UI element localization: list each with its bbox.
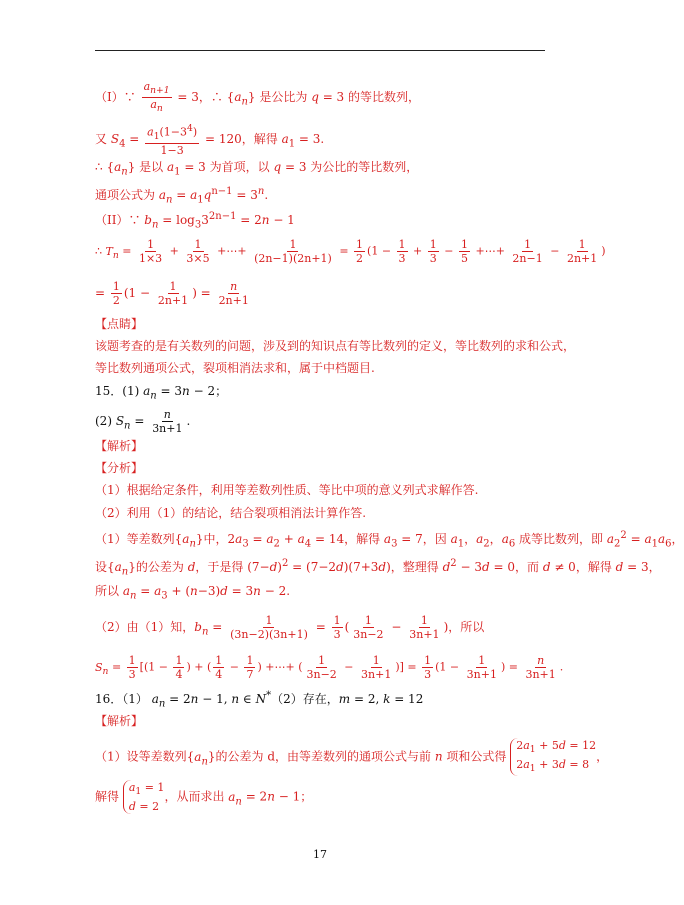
- q15-answer-1: 15．(1) $a_n = 3n - 2$；: [95, 384, 228, 402]
- line-5: （II）∵ $b_n = \log_33^{2n-1} = 2n - 1$: [95, 211, 295, 231]
- solution-line-5: $S_n$ = $\frac{1}{3}$ [(1 − $\frac{1}{4}$ ) + ( $\frac{1}{4}$ − $\frac{1}{7}$ ) +⋯+ ( $\frac{1}{3n-2}$ − $\frac{1}{3n+1}$ )] = $\frac{1}{3}$ (1 − $\frac{1}{3n+1}$ ) = $\frac{n}{3n+1}$ .: [95, 654, 564, 681]
- solution-line-1: （1）等差数列$\{a_n\}$中，$2a_3 = a_2 + a_4 = 14$，解得 $a_3 = 7$，因 $a_1$，$a_2$，$a_6$ 成等比数列，即 $a_2^2 = a_1a_6$，: [95, 530, 684, 550]
- header-rule: [95, 50, 545, 51]
- line-6: ∴ $T_n$ = $\frac{1}{1\times 3}$ + $\frac{1}{3\times 5}$ +⋯+ $\frac{1}{(2n-1)(2n+1)}$ = $\frac{1}{2}$ (1 − $\frac{1}{3}$ + $\frac{1}{3}$ − $\frac{1}{5}$ +⋯+ $\frac{1}{2n-1}$ − $\frac{1}{2n+1}$ ): [95, 238, 606, 265]
- q16-answer: 16．（1） $a_n = 2n - 1$, n ∈ N*（2）存在，m = 2, k = 12: [95, 690, 424, 710]
- note-line-1: 该题考查的是有关数列的问题，涉及到的知识点有等比数列的定义，等比数列的求和公式，: [95, 339, 576, 353]
- analysis-heading: 【解析】: [95, 439, 144, 453]
- line-7: = $\frac{1}{2}$ (1 − $\frac{1}{2n+1}$ ) = $\frac{n}{2n+1}$: [95, 280, 249, 307]
- fenxi-line-2: （2）利用（1）的结论，结合裂项相消法计算作答.: [95, 506, 367, 520]
- fenxi-line-1: （1）根据给定条件，利用等差数列性质、等比中项的意义列式求解作答.: [95, 483, 479, 497]
- q16-line-1: （1）设等差数列$\{a_n\}$的公差为 d，由等差数列的通项公式与前 n 项和公式得 $2a_1 + 5d = 12$ $2a_1 + 3d = 8$，: [95, 739, 609, 775]
- q15-answer-2: (2) $S_n$ = $\frac{n}{3n+1}$ .: [95, 408, 191, 435]
- q16-line-2: 解得 $a_1 = 1$ d = 2，从而求出 $a_n = 2n - 1$；: [95, 781, 313, 814]
- solution-line-2: 设$\{a_n\}$的公差为 d，于是得 $(7-d)^2 = (7-2d)(7+3d)$，整理得 $d^2 - 3d = 0$，而 d ≠ 0，解得 d = 3，: [95, 558, 661, 578]
- solution-line-3: 所以 $a_n = a_3 + (n-3)d = 3n - 2$.: [95, 584, 291, 602]
- line-4: 通项公式为 $a_n = a_1q^{n-1} = 3^n$.: [95, 186, 269, 206]
- line-2: 又 $S_4$ = $\frac{a_1(1-3^4)}{1-3}$ = 120，解得 $a_1 = 3$.: [95, 123, 325, 157]
- fenxi-heading: 【分析】: [95, 461, 144, 475]
- analysis-heading-2: 【解析】: [95, 714, 144, 728]
- note-line-2: 等比数列通项公式，裂项相消法求和，属于中档题目.: [95, 361, 375, 375]
- note-heading: 【点睛】: [95, 317, 144, 331]
- page-number: 17: [313, 848, 327, 861]
- line-1: （I）∵ $\frac{a_{n+1}}{a_n}$ = 3，∴ $\{a_n\}$ 是公比为 q = 3 的等比数列，: [95, 80, 421, 115]
- line-3: ∴ $\{a_n\}$ 是以 $a_1 = 3$ 为首项，以 q = 3 为公比的等比数列，: [95, 160, 419, 178]
- solution-line-4: （2）由（1）知，$b_n$ = $\frac{1}{(3n-2)(3n+1)}$ = $\frac{1}{3}$ ( $\frac{1}{3n-2}$ − $\frac{1}{3n+1}$ )，所以: [95, 614, 485, 641]
